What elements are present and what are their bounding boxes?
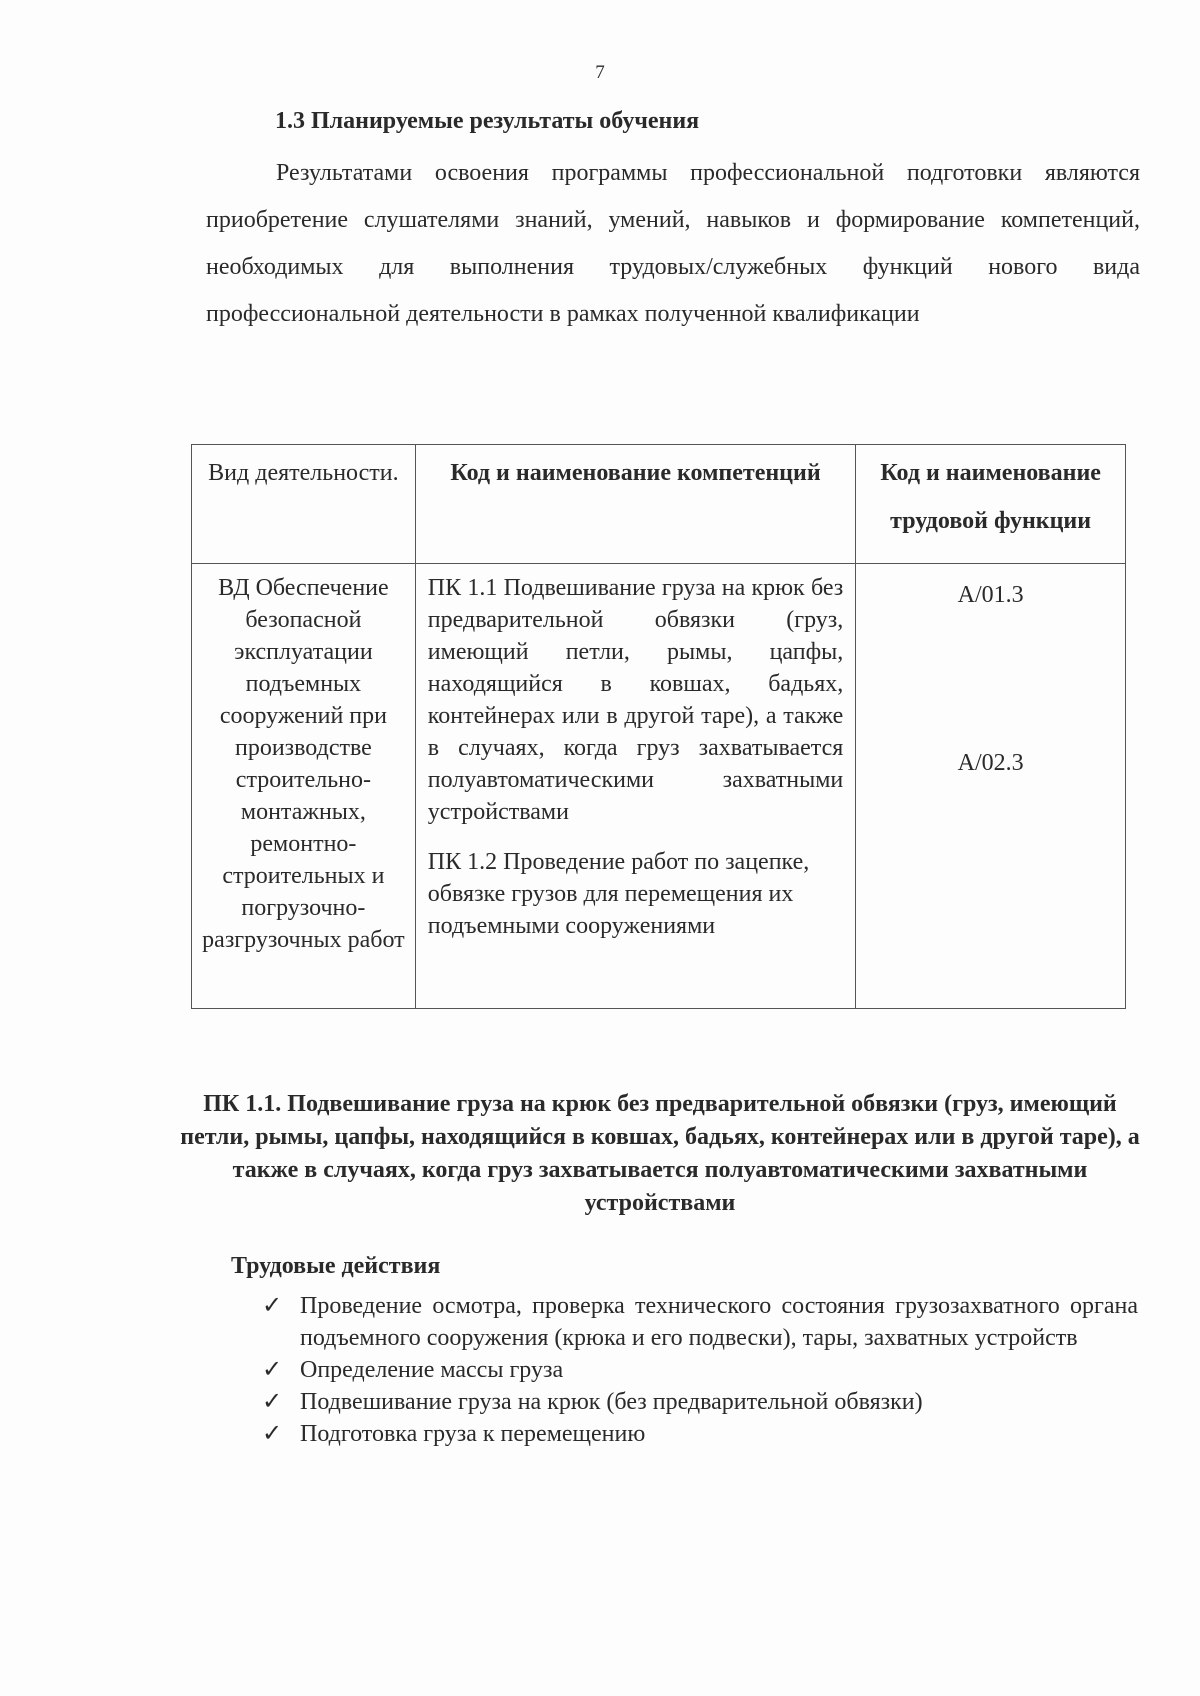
competencies-cell [415, 564, 855, 1009]
actions-title: Трудовые действия [231, 1253, 441, 1279]
check-icon: ✓ [262, 1389, 283, 1415]
header-competencies: Код и наименование компетенций [415, 445, 855, 564]
function-code-a02: A/02.3 [957, 750, 1024, 776]
action-text: Подготовка груза к перемещению [300, 1421, 646, 1447]
competency-pk-1-1: ПК 1.1 Подвешивание груза на крюк без предварительной обвязки (груз, имеющий петли, рымы, цапфы, находящийся в ковшах, бадьях, контейнерах или в другой таре), а также в случаях, когда груз захватывается полуавтоматическими захватными устройствами [427, 575, 844, 825]
function-code-a01: A/01.3 [957, 582, 1024, 608]
intro-text: Результатами освоения программы профессиональной подготовки являются приобретение слушателями знаний, умений, навыков и формирование компетенций, необходимых для выполнения трудовых/служебных функций нового вида профессиональной деятельности в рамках полученной квалификации [206, 160, 1140, 327]
header-activity: Вид деятельности. [192, 445, 416, 564]
list-item [258, 1354, 1138, 1386]
activity-cell: ВД Обеспечение безопасной эксплуатации подъемных сооружений при производстве строительно-монтажных, ремонтно-строительных и погрузочно-разгрузочных работ [192, 564, 416, 1009]
section-title: 1.3 Планируемые результаты обучения [275, 108, 700, 134]
intro-paragraph [206, 150, 1140, 338]
list-item [258, 1290, 1138, 1354]
action-text: Проведение осмотра, проверка технического состояния грузозахватного органа подъемного сооружения (крюка и его подвески), тары, захватных устройств [300, 1293, 1138, 1351]
pk-1-1-heading: ПК 1.1. Подвешивание груза на крюк без предварительной обвязки (груз, имеющий петли, рымы, цапфы, находящийся в ковшах, бадьях, контейнерах или в другой таре), а также в случаях, когда груз захватывается полуавтоматическими захватными устройствами [180, 1091, 1140, 1216]
action-text: Определение массы груза [300, 1357, 564, 1383]
page-number: 7 [595, 62, 605, 83]
header-function: Код и наименование трудовой функции [856, 445, 1126, 564]
check-icon: ✓ [262, 1357, 283, 1383]
list-item [258, 1386, 1138, 1418]
table-header-row [192, 445, 1126, 564]
results-table [191, 444, 1126, 1009]
check-icon: ✓ [262, 1421, 283, 1447]
check-icon: ✓ [262, 1293, 283, 1319]
list-item [258, 1418, 1138, 1450]
action-text: Подвешивание груза на крюк (без предварительной обвязки) [300, 1389, 923, 1415]
function-cell [856, 564, 1126, 1009]
actions-list [258, 1290, 1138, 1450]
table-row [192, 564, 1126, 1009]
competency-pk-1-2: ПК 1.2 Проведение работ по зацепке, обвязке грузов для перемещения их подъемными сооружениями [427, 849, 810, 939]
